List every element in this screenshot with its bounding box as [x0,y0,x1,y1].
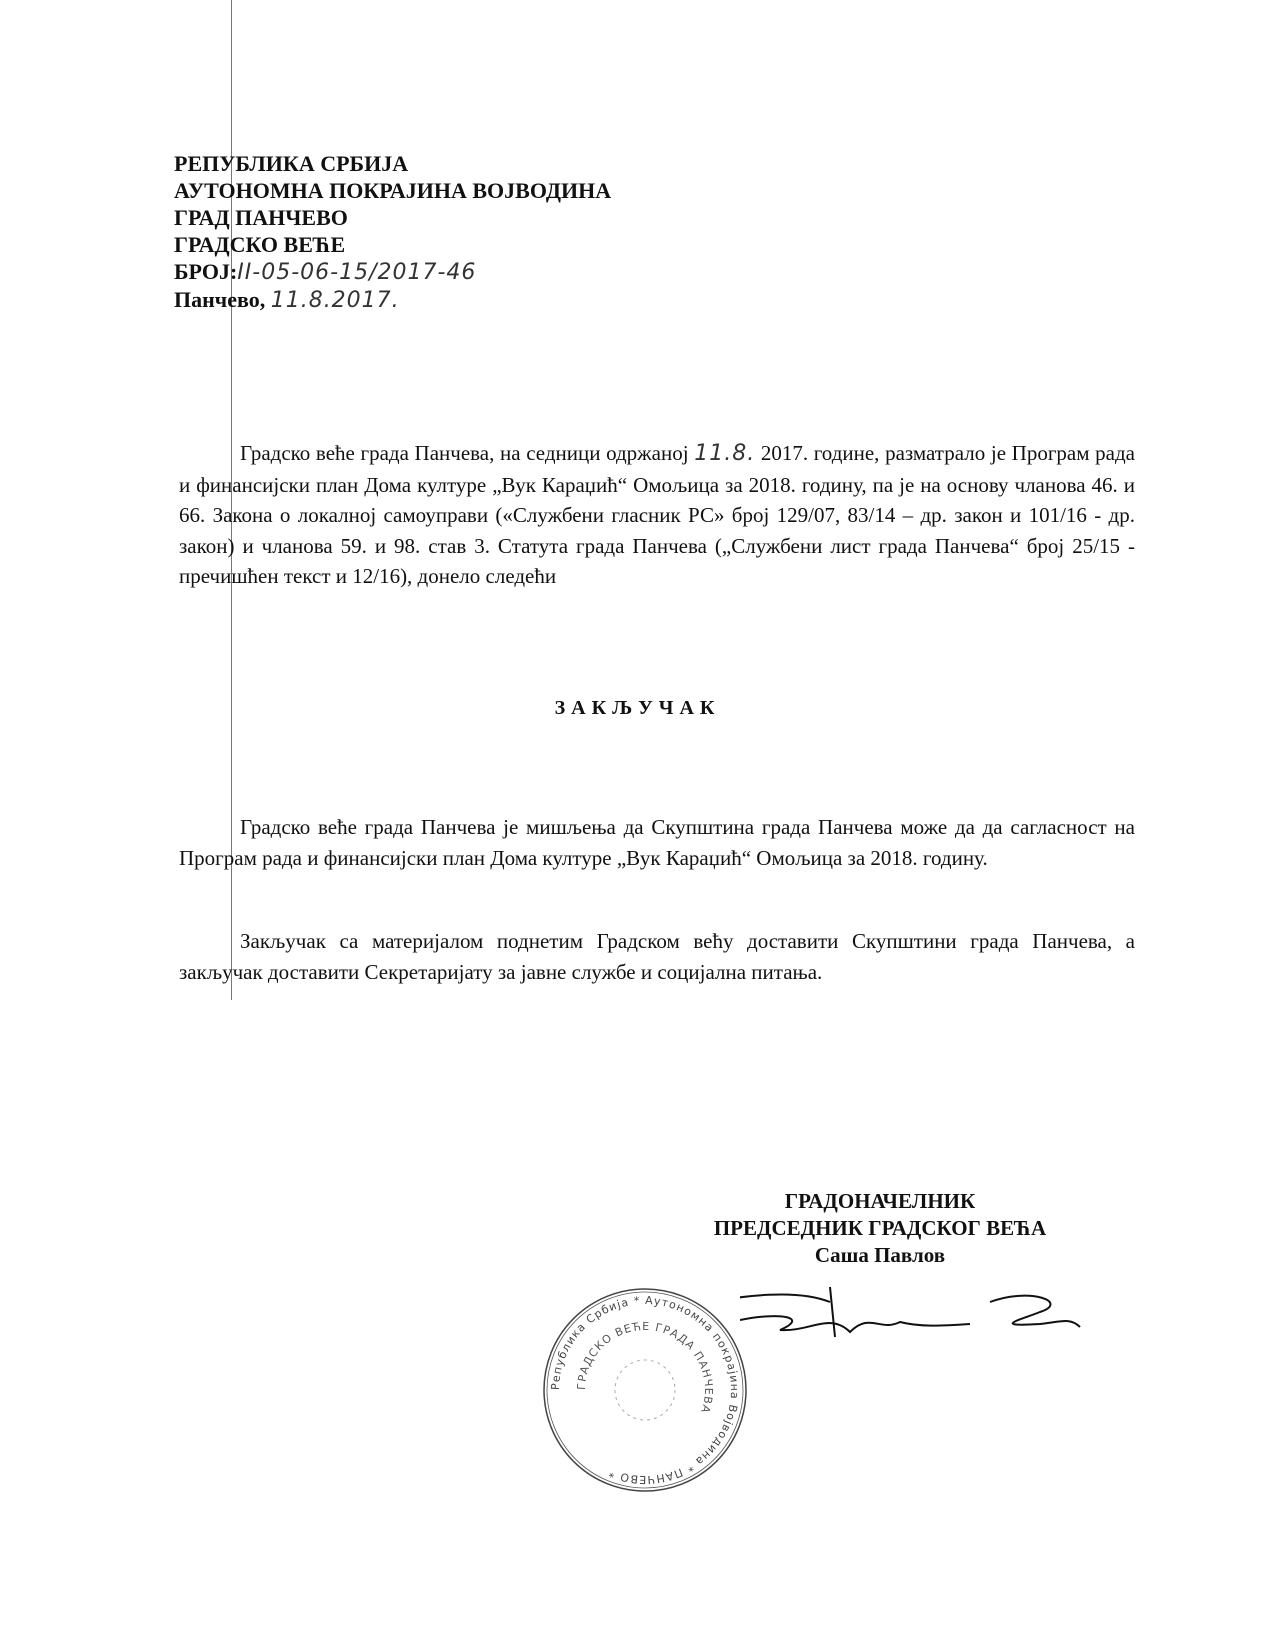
handwritten-date: 11.8. [694,441,756,466]
official-seal-icon [540,1285,750,1495]
number-value: II-05-06-15/2017-46 [237,260,477,285]
place-label: Панчево, [174,287,266,312]
number-label: БРОЈ: [174,259,238,284]
place-date [174,286,611,314]
delivery-paragraph: Закључак са материјалом поднетим Градском већу доставити Скупштини града Панчева, а закључак доставити Секретаријату за јавне службе и социјална питања. [179,929,1135,984]
intro-text: Градско веће града Панчева, на седници одржаној [240,441,695,465]
signatory-title: ПРЕДСЕДНИК ГРАДСКОГ ВЕЋА [713,1216,1047,1240]
conclusion-paragraph: Градско веће града Панчева је мишљења да Скупштина града Панчева може да да сагласност на Програм рада и финансијски план Дома културе „Вук Караџић“ Омољица за 2018. годину. [179,815,1135,870]
signatory-title: ГРАДОНАЧЕЛНИК [784,1189,976,1213]
header-line: ГРАД ПАНЧЕВО [174,205,348,230]
date-value: 11.8.2017. [270,288,400,313]
handwritten-signature [740,1282,1100,1352]
intro-text: 2017. године, разматрало је Програм рада и финансијски план Дома културе „Вук Караџић“ Омољица за 2018. годину, па је на основу чланова 46. и 66. Закона о локалној самоуправи («Службени гласник РС» број 129/07, 83/14 – др. закон и 101/16 - др. закон) и чланова 59. и 98. став 3. Статута града Панчева („Службени лист града Панчева“ број 25/15 - пречишћен текст и 12/16), донело следећи [179,441,1136,588]
document-title: ЗАКЉУЧАК [554,697,721,719]
intro-paragraph [179,438,1135,592]
header-line: АУТОНОМНА ПОКРАЈИНА ВОЈВОДИНА [174,178,612,203]
document-header [174,150,611,314]
header-line: ГРАДСКО ВЕЋЕ [174,232,346,257]
signatory-name: Саша Павлов [814,1243,946,1267]
svg-text:ГРАДСКО ВЕЋЕ ГРАДА ПАНЧЕВА [575,1320,715,1415]
seal-inner-text: ГРАДСКО ВЕЋЕ ГРАДА ПАНЧЕВА [574,1319,716,1416]
seal-outer-text: Република Србија * Аутономна покрајина Војводина * ПАНЧЕВО * [548,1293,742,1487]
header-line: РЕПУБЛИКА СРБИЈА [174,151,409,176]
signature-block [640,1188,1120,1269]
document-number [174,258,611,286]
